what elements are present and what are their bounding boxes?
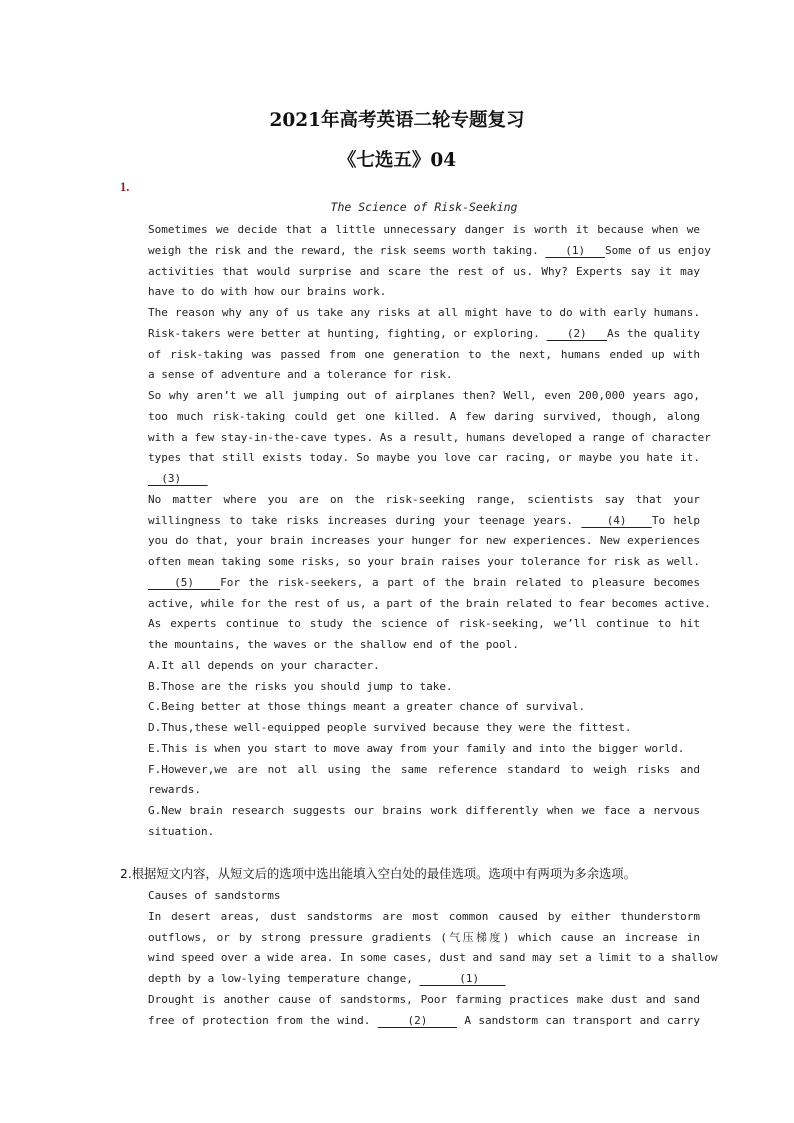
line-text: rewards. [148,783,201,797]
passage-2-line [148,887,700,905]
passage-1-line [148,698,700,716]
line-text: Causes of sandstorms [148,889,281,902]
passage-1-line [148,429,711,447]
line-text: The reason why any of us take any risks at all might have to do with early humans. [148,306,700,319]
passage-1-line [148,595,711,613]
passage-2-line [148,929,700,947]
line-text: For the risk-seekers, a part of the brain related to pleasure becomes [220,575,700,589]
passage-1-line [148,283,700,301]
passage-1-line [148,636,700,654]
passage-1-line [148,449,700,467]
question-1-number: 1. [120,180,130,194]
passage-1-line [148,242,711,260]
line-text: active, while for the rest of us, a part of the brain related to fear becomes active. [148,596,711,610]
line-text: depth by a low-lying temperature change, [148,972,420,986]
line-text: A.It all depends on your character. [148,658,380,672]
line-text: B.Those are the risks you should jump to take. [148,679,453,693]
line-text: wind speed over a wide area. In some cases, dust and sand may set a limit to a shallow [148,951,718,965]
answer-blank: (5) [148,575,221,589]
line-text: have to do with how our brains work. [148,285,387,299]
passage-1-line [148,761,700,779]
passage-1-line [148,678,700,696]
line-text: situation. [148,824,215,838]
line-text: a sense of adventure and a tolerance for risk. [148,368,453,382]
passage-1-line [148,740,700,758]
passage-1-line [148,366,700,384]
line-text: willingness to take risks increases during your teenage years. [148,513,582,527]
passage-1-line [148,553,700,571]
passage-1-line [148,491,700,509]
line-text: Risk-takers were better at hunting, fighting, or exploring. [148,326,547,340]
passage-1-line [148,221,700,239]
line-text: the mountains, the waves or the shallow end of the pool. [148,638,519,651]
line-text: D.Thus,these well-equipped people survived because they were the fittest. [148,721,632,734]
passage-1-line [148,532,700,550]
question-2-instruction: 2.根据短文内容，从短文后的选项中选出能填入空白处的最佳选项。选项中有两项为多余选项。 [120,867,636,881]
line-text: As the quality [607,326,701,340]
line-text: Drought is another cause of sandstorms, Poor farming practices make dust and sand [148,993,700,1006]
passage-2-line [148,949,718,967]
answer-blank: (3) [148,472,208,485]
answer-blank: (4) [581,513,652,527]
line-text: G.New brain research suggests our brains work differently when we face a nervous [148,804,700,817]
line-text: types that still exists today. So maybe you love car racing, or maybe you hate it. [148,451,700,465]
passage-1-line [148,263,700,281]
passage-2-line [148,1012,700,1030]
line-text: No matter where you are on the risk-seeking range, scientists say that your [148,492,700,506]
line-text: weigh the risk and the reward, the risk seems worth taking. [148,243,546,257]
line-text: of risk-taking was passed from one generation to the next, humans ended up with [148,347,700,361]
passage-1-line [148,802,700,820]
answer-blank: (1) [545,243,605,257]
line-text: In desert areas, dust sandstorms are most common caused by either thunderstorm [148,909,700,923]
passage-1-line [148,657,700,675]
line-text: So why aren’t we all jumping out of airplanes then? Well, even 200,000 years ago, [148,389,700,402]
answer-blank: (2) [377,1013,457,1027]
line-text: A sandstorm can transport and carry [456,1013,700,1027]
passage-1-line [148,719,700,737]
passage-2-line [148,908,700,926]
line-text: activities that would surprise and scare the rest of us. Why? Experts say it may [148,264,700,278]
passage-1-line [148,304,700,322]
answer-blank: (1) [419,972,506,986]
passage-2-line [148,970,700,988]
passage-2-line [148,991,700,1009]
passage-1-line [148,387,700,405]
line-text: F.However,we are not all using the same reference standard to weigh risks and [148,762,700,776]
answer-blank: (2) [546,326,607,340]
line-text: too much risk-taking could get one killed. A few daring survived, though, along [148,409,700,423]
line-text: you do that, your brain increases your hunger for new experiences. New experiences [148,534,700,548]
line-text: To help [651,513,700,527]
page-subtitle: 《七选五》04 [337,150,457,171]
line-text: free of protection from the wind. [148,1013,378,1027]
page-title: 2021年高考英语二轮专题复习 [269,110,525,131]
passage-title: The Science of Risk-Seeking [330,200,518,214]
passage-1-line [148,574,700,592]
passage-1-line [148,346,700,364]
passage-1-line [148,615,700,633]
passage-1-line [148,325,700,343]
passage-1-line [148,408,700,426]
passage-1-line [148,470,700,488]
line-text: E.This is when you start to move away from your family and into the bigger world. [148,741,685,755]
passage-1-line [148,781,700,799]
line-text: Sometimes we decide that a little unnecessary danger is worth it because when we [148,223,700,236]
line-text: often mean taking some risks, so your brain raises your tolerance for risk as well. [148,555,700,568]
line-text: As experts continue to study the science of risk-seeking, we’ll continue to hit [148,617,700,631]
line-text: with a few stay-in-the-cave types. As a result, humans developed a range of character [148,430,711,444]
line-text: outflows, or by strong pressure gradients (气压梯度) which cause an increase in [148,930,700,944]
passage-1-line [148,823,700,841]
passage-1-line [148,512,700,530]
line-text: C.Being better at those things meant a greater chance of survival. [148,700,586,714]
line-text: Some of us enjoy [604,243,711,257]
